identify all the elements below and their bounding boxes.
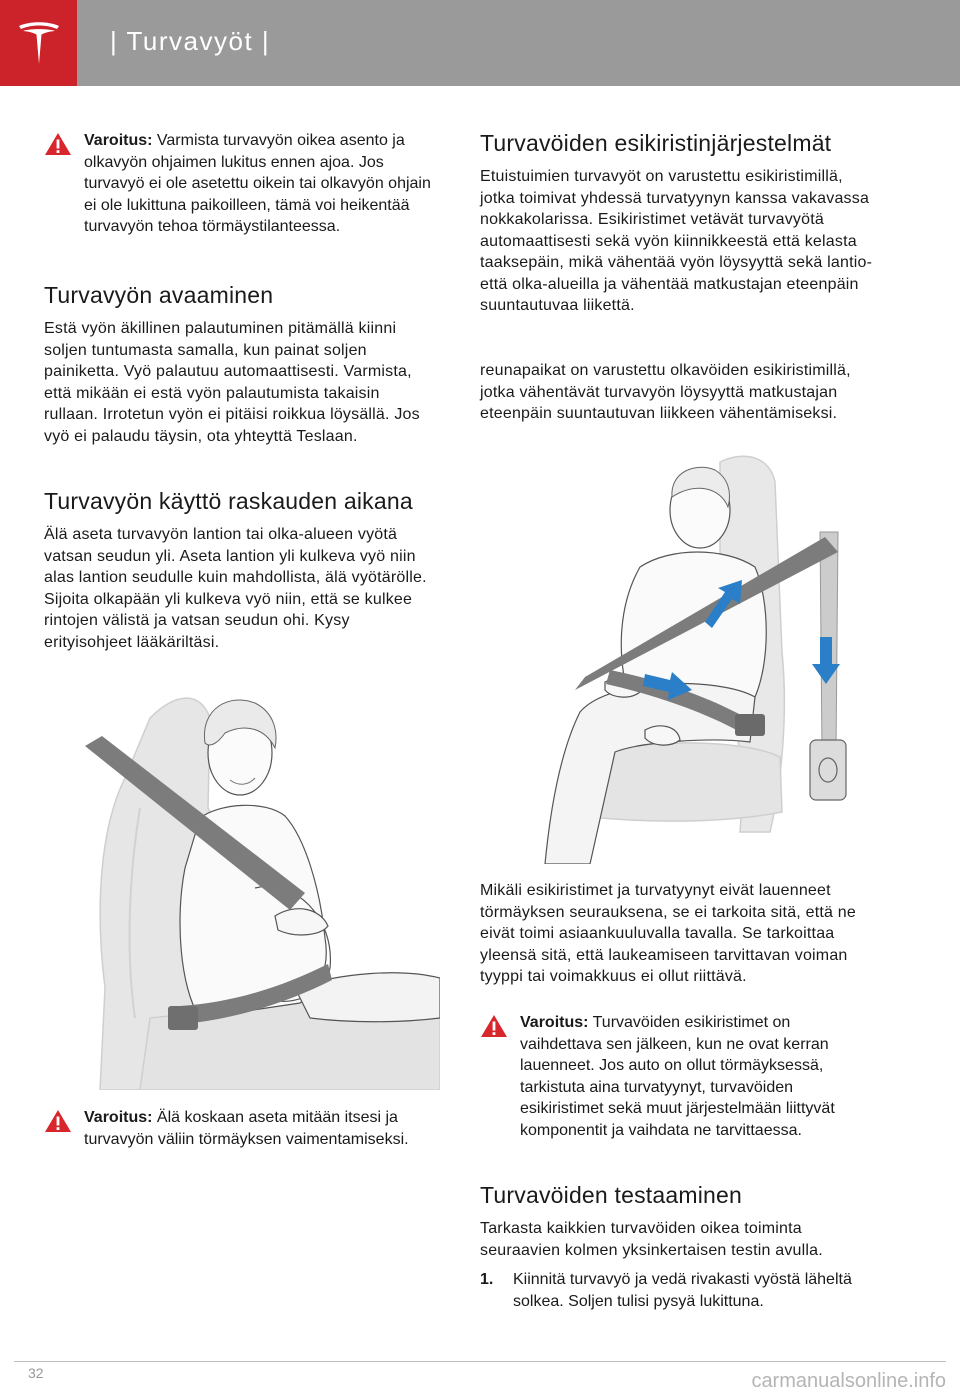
page-title: | Turvavyöt | <box>110 26 271 56</box>
section-heading-unbuckling: Turvavyön avaaminen <box>44 282 274 308</box>
warning-box <box>44 130 439 238</box>
page-header <box>0 0 960 86</box>
warning-label: Varoitus: <box>84 132 153 149</box>
warning-box <box>44 1107 439 1150</box>
list-item <box>480 1269 880 1312</box>
section-body-pretensioners: Etuistuimien turvavyöt on varustettu esikiristimillä, jotka toimivat yhdessä turvatyynyn kanssa vakavassa nokkakolarissa. Esikiristimet vetävät turvavyötä automaattisesti sekä vyön kiinnikkeestä että kelasta taaksepäin, mikä vähentää vyön löysyyttä sekä lantio- että olka-alueilla ja vähentää matkustajan eteenpäin suuntautuvaa liikettä. <box>480 168 873 314</box>
warning-label: Varoitus: <box>84 1109 153 1126</box>
tesla-logo <box>0 0 77 86</box>
section-body-outboard-seats: reunapaikat on varustettu olkavöiden esikiristimillä, jotka vähentävät turvavyön löysyyttä matkustajan eteenpäin suuntautuvan liikkeen vähentämiseksi. <box>480 362 851 422</box>
warning-body: Älä koskaan aseta mitään itsesi ja turvavyön väliin törmäyksen vaimentamiseksi. <box>84 1109 409 1148</box>
warning-body: Turvavöiden esikiristimet on vaihdettava sen jälkeen, kun ne ovat kerran lauenneet. Jos auto on ollut törmäyksessä, tarkistuta aina turvatyynyt, turvavöiden esikiristimet sekä muut järjestelmään liittyvät komponentit ja vaihdata ne tarvittaessa. <box>520 1014 835 1139</box>
warning-text <box>84 130 439 238</box>
warning-text <box>520 1012 875 1141</box>
footer-divider <box>14 1361 946 1362</box>
section-heading-pretensioners: Turvavöiden esikiristinjärjestelmät <box>480 130 832 156</box>
warning-box <box>480 1012 875 1141</box>
page-number: 32 <box>28 1365 44 1381</box>
watermark: carmanualsonline.info <box>751 1370 946 1392</box>
section-body-testing: Tarkasta kaikkien turvavöiden oikea toiminta seuraavien kolmen yksinkertaisen testin avulla. <box>480 1220 823 1259</box>
warning-triangle-icon <box>44 1109 72 1133</box>
warning-body: Varmista turvavyön oikea asento ja olkavyön ohjaimen lukitus ennen ajoa. Jos turvavyö ei ole asetettu oikein tai olkavyön ohjain ei ole lukittuna paikoilleen, tämä voi heikentää turvavyön tehoa törmäystilanteessa. <box>84 132 431 235</box>
pregnant-seatbelt-illustration <box>80 688 440 1090</box>
section-body-pregnancy: Älä aseta turvavyön lantion tai olka-alueen vyötä vatsan seudun yli. Aseta lantion yli kulkeva vyö niin alas lantion seudulle kuin mahdollista, älä vyötärölle. Sijoita olkapään yli kulkeva vyö niin, että se kulkee rintojen välistä ja vatsan seudun ohi. Kysy erityisohjeet lääkäriltäsi. <box>44 526 427 651</box>
warning-triangle-icon <box>44 132 72 156</box>
warning-text <box>84 1107 439 1150</box>
pretensioner-illustration <box>520 452 850 864</box>
list-item-number: 1. <box>480 1271 494 1288</box>
tesla-logo-icon <box>17 20 61 66</box>
section-body-not-deployed: Mikäli esikiristimet ja turvatyynyt eivät lauenneet törmäyksen seurauksena, se ei tarkoita sitä, että ne eivät toimi asiaankuuluvalla tavalla. Se tarkoittaa yleensä sitä, että laukeamiseen tarvittavan voiman tyyppi tai voimakkuus ei ollut riittävä. <box>480 882 856 985</box>
warning-triangle-icon <box>480 1014 508 1038</box>
section-heading-testing: Turvavöiden testaaminen <box>480 1182 743 1208</box>
section-heading-pregnancy: Turvavyön käyttö raskauden aikana <box>44 488 413 514</box>
list-item-text: Kiinnitä turvavyö ja vedä rivakasti vyöstä läheltä solkea. Soljen tulisi pysyä lukittuna. <box>513 1271 852 1310</box>
warning-label: Varoitus: <box>520 1014 589 1031</box>
section-body-unbuckling: Estä vyön äkillinen palautuminen pitämällä kiinni soljen tuntumasta samalla, kun painat soljen painiketta. Vyö palautuu automaattisesti. Varmista, että mikään ei estä vyön palautumista takaisin rullaan. Irrotetun vyön ei pitäisi roikkua löysällä. Jos vyö ei palaudu täysin, ota yhteyttä Teslaan. <box>44 320 420 445</box>
